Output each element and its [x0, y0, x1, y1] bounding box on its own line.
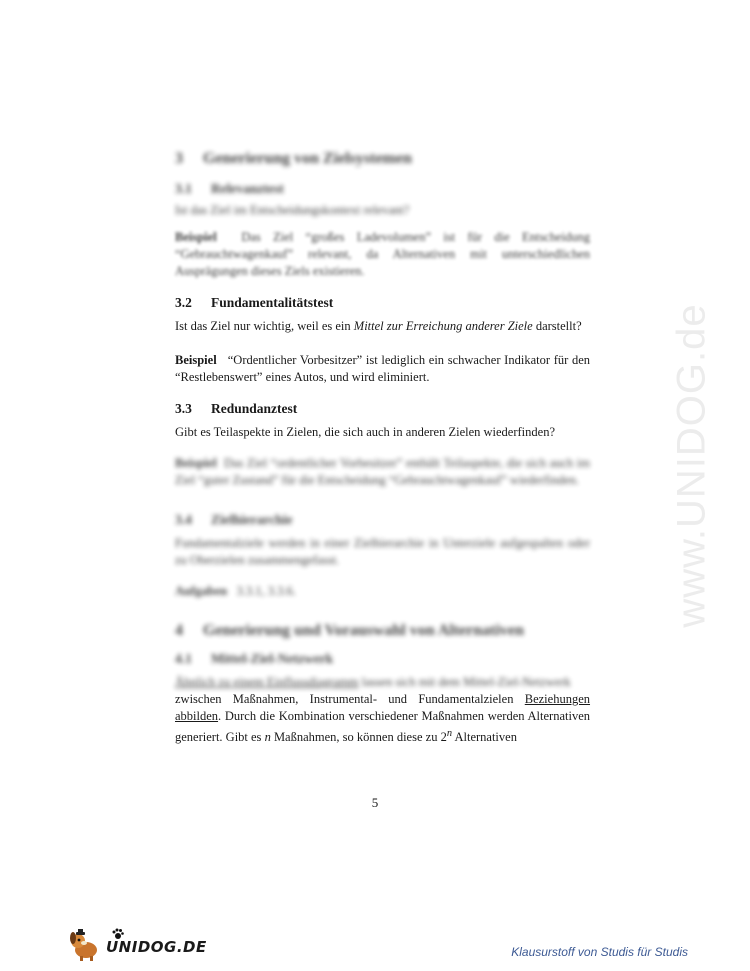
subsection-number: 3.3 [175, 401, 192, 416]
line-text: zwischen Maßnahmen, Instrumental- und Fundamentalzielen [175, 692, 514, 706]
redundancy-question: Gibt es Teilaspekte in Zielen, die sich auch in anderen Zielen wiederfinden? [175, 425, 555, 439]
influence-diagram-link[interactable]: Ähnlich zu einem Einflussdiagramm [175, 675, 359, 689]
variable-n: n [264, 730, 271, 745]
dog-icon [68, 928, 104, 962]
subsection-title: Redundanztest [211, 401, 298, 416]
subsection-title: Zielhierarchie [211, 512, 293, 527]
watermark [662, 250, 722, 680]
section-4-heading [175, 620, 590, 642]
subsection-4-1-heading [175, 650, 590, 668]
power-expression [441, 730, 452, 744]
section-title: Generierung von Zielsystemen [203, 150, 412, 167]
section-title: Generierung und Vorauswahl von Alternativen [203, 622, 524, 639]
relations-link[interactable]: Beziehungen [524, 692, 591, 706]
logo-text: UNIDOG.DE [106, 938, 207, 956]
example-text: Das Ziel “großes Ladevolumen” ist für die Entscheidung “Gebrauchtwagenkauf” relevant, da Alternativen mit unterschiedlichen Ausprägungen dieses Ziels existieren. [175, 230, 591, 278]
example-redundancy [175, 455, 590, 489]
relevance-question: Ist das Ziel im Entscheidungskontext relevant? [175, 203, 410, 217]
example-fundamentality [175, 352, 590, 386]
subsection-3-2-heading [175, 294, 590, 312]
example-label: Beispiel [175, 230, 217, 244]
line-text: lassen sich mit dem Mittel-Ziel-Netzwerk [361, 675, 571, 689]
subsection-title: Fundamentalitätstest [211, 295, 334, 310]
power-exponent: n [446, 728, 453, 739]
question-text-end: darstellt? [535, 319, 582, 333]
example-label: Beispiel [175, 456, 217, 470]
subsection-number: 3.2 [175, 295, 192, 310]
example-text: Das Ziel “ordentlicher Vorbesitzer” enthält Teilaspekte, die sich auch im Ziel “guter Zustand” für die Entscheidung “Gebrauchtwagenkauf” wiederfinden. [175, 456, 591, 487]
footer-tagline: Klausurstoff von Studis für Studis [511, 945, 688, 959]
page-content [175, 140, 590, 746]
subsection-number: 3.4 [175, 512, 192, 527]
line-text: Maßnahmen, so können diese zu [273, 730, 438, 745]
question-text: Ist das Ziel nur wichtig, weil es ein [175, 319, 351, 333]
subsection-title: Relevanztest [211, 181, 284, 196]
example-relevance [175, 229, 590, 280]
subsection-title: Mittel-Ziel-Netzwerk [211, 651, 334, 666]
watermark-text: www.UNIDOG.de [669, 302, 714, 628]
example-label: Beispiel [175, 353, 217, 367]
section-3-heading [175, 148, 590, 170]
power-base: 2 [440, 730, 447, 745]
line-text: . Durch die Kombination verschiedener Maßnahmen werden Alternativen generiert. Gibt es [175, 709, 590, 745]
means-ends-paragraph [175, 674, 590, 746]
page-number: 5 [371, 795, 379, 810]
question-emphasis: Mittel zur Erreichung anderer Ziele [353, 319, 533, 333]
subsection-number: 3.1 [175, 181, 192, 196]
subsection-number: 4.1 [175, 651, 192, 666]
section-number: 3 [175, 150, 183, 167]
tasks-line [175, 583, 590, 600]
tasks-text: 3.3.1, 3.3.6. [236, 584, 296, 598]
fundamentality-question [175, 318, 590, 335]
example-text: “Ordentlicher Vorbesitzer” ist lediglich ein schwacher Indikator für den “Restlebenswert” eines Autos, und wird eliminiert. [175, 353, 591, 384]
subsection-3-4-heading [175, 511, 590, 529]
paragraph-line-1 [175, 674, 590, 691]
line-text: Alternativen [454, 730, 517, 745]
paragraph-body [175, 691, 590, 746]
subsection-3-1-heading [175, 180, 590, 198]
subsection-3-3-heading [175, 400, 590, 418]
hierarchy-text: Fundamentalziele werden in einer Zielhierarchie in Unterziele aufgespalten oder zu Oberzielen zusammengefasst. [175, 536, 590, 567]
tasks-label: Aufgaben [175, 584, 228, 598]
section-number: 4 [175, 622, 183, 639]
footer-logo[interactable] [68, 928, 218, 964]
map-link[interactable]: abbilden [175, 709, 219, 723]
